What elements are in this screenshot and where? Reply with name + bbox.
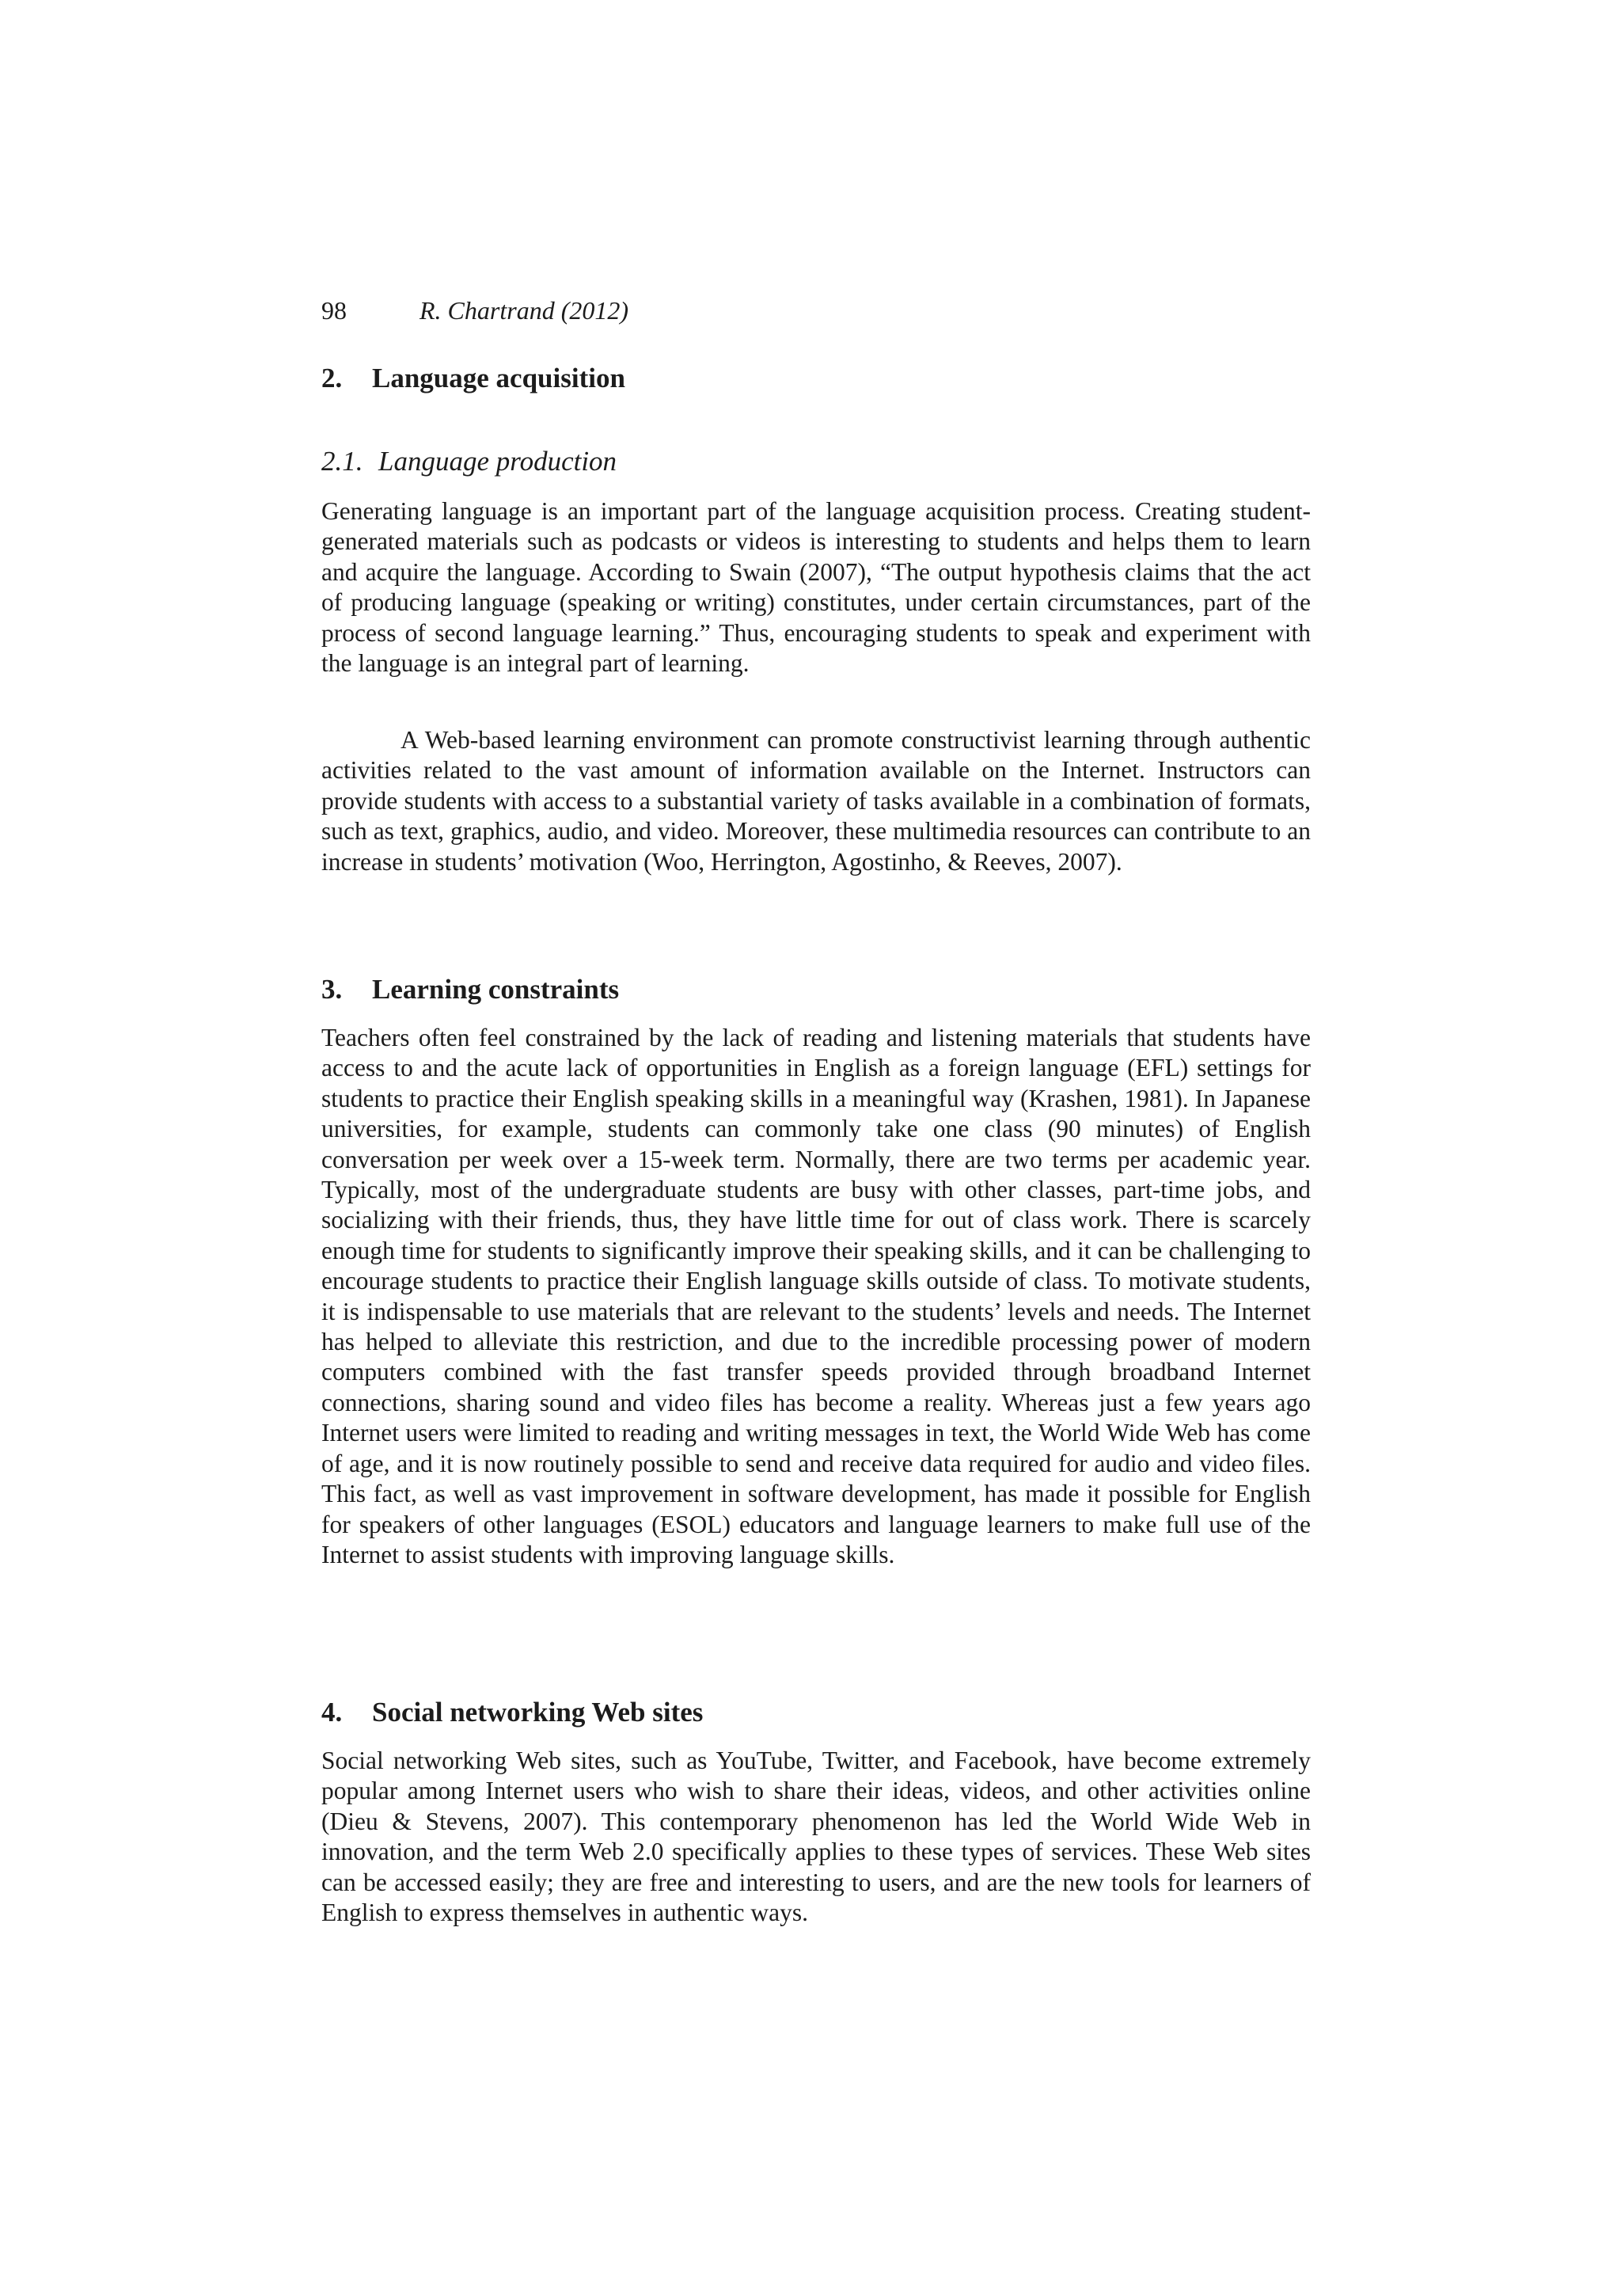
section-title: Social networking Web sites [372,1697,704,1728]
paragraph: Social networking Web sites, such as YouTube, Twitter, and Facebook, have become extremely popular among Internet users who wish to share their ideas, videos, and other activities online (Dieu & Stevens, 2007). This contemporary phenomenon has led the World Wide Web in innovation, and the term Web 2.0 specifically applies to these types of services. These Web sites can be accessed easily; they are free and interesting to users, and are the new tools for learners of English to express themselves in authentic ways. [321,1747,1311,1927]
section-4-heading-block [321,1695,1311,1730]
section-4-paragraph-1 [321,1746,1311,1928]
running-head [321,295,628,326]
section-heading [321,1695,1311,1730]
subsection-title: Language production [378,446,617,477]
paragraph: A Web-based learning environment can promote constructivist learning through authentic activities related to the vast amount of information available on the Internet. Instructors can provide students with access to a substantial variety of tasks available in a combination of formats, such as text, graphics, audio, and video. Moreover, these multimedia resources can contribute to an increase in students’ motivation (Woo, Herrington, Agostinho, & Reeves, 2007). [321,726,1311,876]
section-number: 4. [321,1697,343,1728]
section-number: 2. [321,363,343,393]
paragraph: Teachers often feel constrained by the lack of reading and listening materials that students have access to and the acute lack of opportunities in English as a foreign language (EFL) settings for students to practice their English speaking skills in a meaningful way (Krashen, 1981). In Japanese universities, for example, students can commonly take one class (90 minutes) of English conversation per week over a 15-week term. Normally, there are two terms per academic year. Typically, most of the undergraduate students are busy with other classes, part-time jobs, and socializing with their friends, thus, they have little time for out of class work. There is scarcely enough time for students to significantly improve their speaking skills, and it can be challenging to encourage students to practice their English language skills outside of class. To motivate students, it is indispensable to use materials that are relevant to the students’ levels and needs. The Internet has helped to alleviate this restriction, and due to the incredible processing power of modern computers combined with the fast transfer speeds provided through broadband Internet connections, sharing sound and video files has become a reality. Whereas just a few years ago Internet users were limited to reading and writing messages in text, the World Wide Web has come of age, and it is now routinely possible to send and receive data required for audio and video files. This fact, as well as vast improvement in software development, has made it possible for English for speakers of other languages (ESOL) educators and language learners to make full use of the Internet to assist students with improving language skills. [321,1024,1311,1568]
section-number: 3. [321,974,343,1005]
paragraph: Generating language is an important part of the language acquisition process. Creating student-generated materials such as podcasts or videos is interesting to students and helps them to learn and acquire the language. According to Swain (2007), “The output hypothesis claims that the act of producing language (speaking or writing) constitutes, under certain circumstances, part of the process of second language learning.” Thus, encouraging students to speak and experiment with the language is an integral part of learning. [321,497,1311,678]
running-head-citation: R. Chartrand (2012) [419,296,628,325]
section-2-heading-block [321,361,1311,396]
section-heading [321,361,1311,396]
section-title: Learning constraints [372,974,620,1005]
subsection-number: 2.1. [321,446,363,477]
subsection-2-1-heading-block [321,444,1311,479]
section-3-paragraph-1 [321,1023,1311,1570]
page-number: 98 [321,296,347,325]
subsection-heading [321,444,1311,479]
section-title: Language acquisition [372,363,625,393]
section-heading [321,972,1311,1007]
subsection-2-1-paragraph-1 [321,496,1311,679]
subsection-2-1-paragraph-2 [321,725,1311,877]
section-3-heading-block [321,972,1311,1007]
